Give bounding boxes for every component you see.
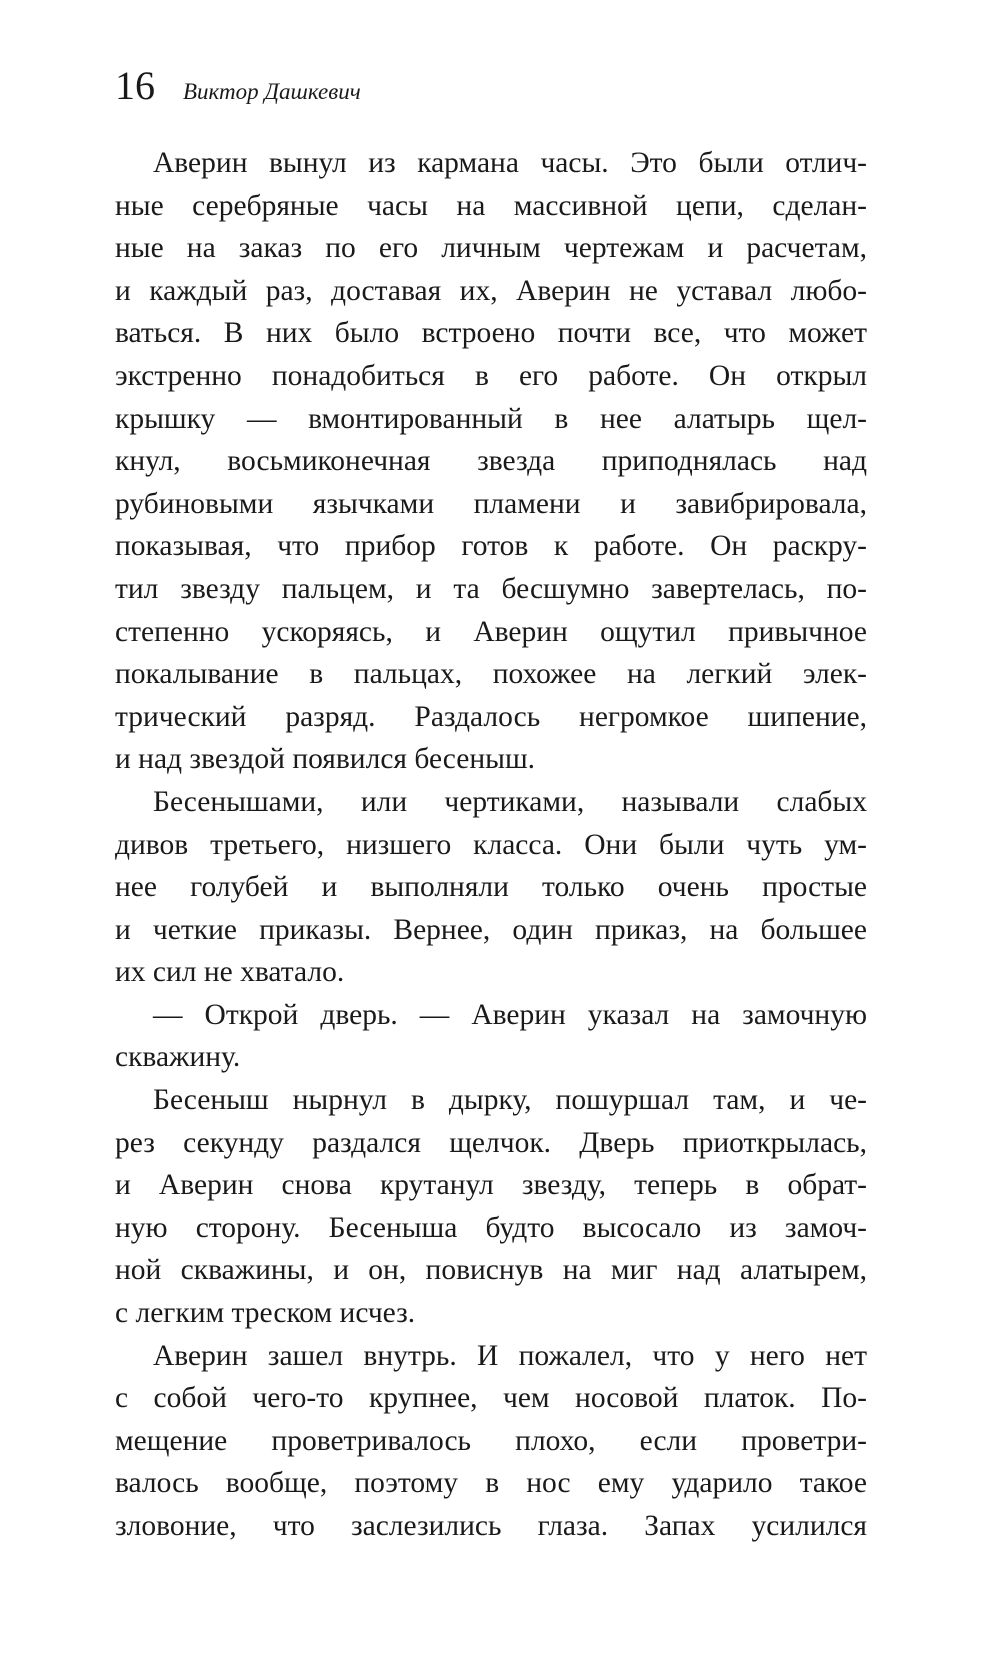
running-head (115, 62, 361, 109)
text-line: экстренно понадобиться в его работе. Он открыл (115, 359, 867, 392)
text-line: и каждый раз, доставая их, Аверин не уставал любо- (115, 274, 867, 307)
text-line: их сил не хватало. (115, 956, 345, 989)
paragraph (115, 781, 867, 994)
text-line: Бесеныш нырнул в дырку, пошуршал там, и че- (153, 1084, 867, 1117)
text-line: Бесенышами, или чертиками, называли слабых (153, 785, 867, 818)
text-line: ные серебряные часы на массивной цепи, сделан- (115, 189, 867, 222)
text-line: кнул, восьмиконечная звезда приподнялась над (115, 445, 867, 478)
text-line: — Открой дверь. — Аверин указал на замочную (153, 998, 867, 1031)
text-line: зловоние, что заслезились глаза. Запах усилился (115, 1510, 867, 1542)
text-line: Аверин вынул из кармана часы. Это были отлич- (153, 147, 867, 179)
text-line: рез секунду раздался щелчок. Дверь приоткрылась, (115, 1126, 867, 1159)
text-line: ные на заказ по его личным чертежам и расчетам, (115, 232, 867, 265)
text-line: трический разряд. Раздалось негромкое шипение, (115, 700, 867, 733)
text-line: мещение проветривалось плохо, если проветри- (115, 1424, 867, 1457)
running-title-author: Виктор Дашкевич (183, 79, 361, 104)
text-line: показывая, что прибор готов к работе. Он раскру- (115, 530, 867, 563)
paragraph (115, 1335, 867, 1548)
text-line: степенно ускоряясь, и Аверин ощутил привычное (115, 615, 867, 648)
text-line: ной скважины, и он, повиснув на миг над алатырем, (115, 1254, 867, 1287)
text-line: крышку — вмонтированный в нее алатырь щел- (115, 402, 867, 435)
text-line: рубиновыми язычками пламени и завибрировала, (115, 487, 867, 520)
text-line: нее голубей и выполняли только очень простые (115, 871, 867, 904)
paragraph (115, 1079, 867, 1335)
text-line: Аверин зашел внутрь. И пожалел, что у него нет (153, 1339, 867, 1372)
paragraph (115, 142, 867, 781)
text-line: с легким треском исчез. (115, 1297, 416, 1330)
text-line: покалывание в пальцах, похожее на легкий элек- (115, 658, 867, 691)
text-line: и над звездой появился бесеныш. (115, 743, 536, 776)
text-line: дивов третьего, низшего класса. Они были чуть ум- (115, 828, 867, 861)
page-number: 16 (115, 63, 155, 108)
text-line: валось вообще, поэтому в нос ему ударило такое (115, 1467, 867, 1500)
text-line: ную сторону. Бесеныша будто высосало из замоч- (115, 1211, 867, 1244)
text-line: тил звезду пальцем, и та бесшумно завертелась, по- (115, 572, 867, 605)
body-text (115, 142, 867, 1548)
text-line: и четкие приказы. Вернее, один приказ, на большее (115, 913, 867, 946)
text-line: ваться. В них было встроено почти все, что может (115, 317, 867, 350)
text-line: скважину. (115, 1041, 241, 1074)
paragraph (115, 994, 867, 1079)
text-line: и Аверин снова крутанул звезду, теперь в обрат- (115, 1169, 867, 1202)
text-line: с собой чего-то крупнее, чем носовой платок. По- (115, 1382, 867, 1415)
